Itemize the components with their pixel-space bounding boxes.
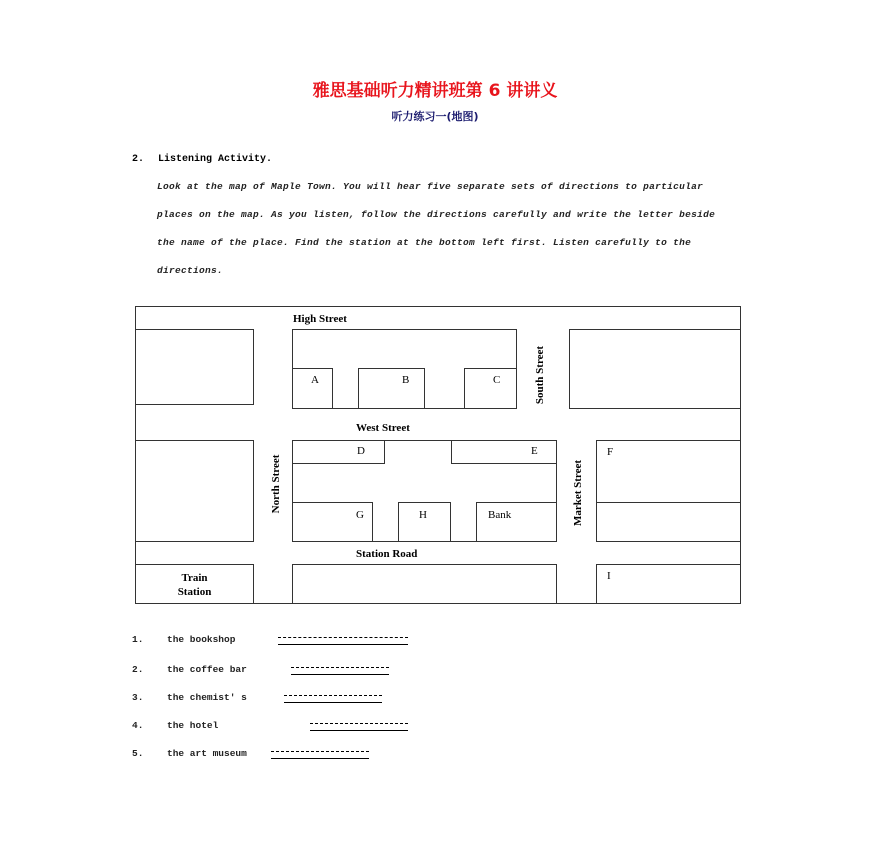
section-number: 2. xyxy=(132,154,145,165)
block xyxy=(569,329,741,409)
answer-blank[interactable] xyxy=(271,751,369,759)
block xyxy=(135,329,254,405)
place-train-station: Train Station xyxy=(135,564,254,604)
page-title: 雅思基础听力精讲班第 6 讲讲义 xyxy=(312,81,558,101)
question-item: 2. the coffee bar xyxy=(132,664,247,675)
section-title: Listening Activity. xyxy=(158,154,273,165)
instruction-line: places on the map. As you listen, follow the directions carefully and write the letter beside xyxy=(157,209,716,220)
place-c: C xyxy=(464,368,517,409)
divider xyxy=(596,502,741,503)
question-item: 4. the hotel xyxy=(132,720,218,731)
answer-blank[interactable] xyxy=(278,637,408,645)
block xyxy=(135,440,254,542)
answer-blank[interactable] xyxy=(284,695,382,703)
instruction-line: directions. xyxy=(157,265,224,276)
answer-blank[interactable] xyxy=(310,723,408,731)
question-item: 3. the chemist' s xyxy=(132,692,247,703)
answer-blank[interactable] xyxy=(291,667,389,675)
place-i: I xyxy=(596,564,741,604)
place-d: D xyxy=(292,440,385,464)
question-item: 1. the bookshop xyxy=(132,634,235,645)
road-high-street: High Street xyxy=(293,313,347,325)
place-f: F xyxy=(596,440,741,542)
section-heading xyxy=(132,154,286,165)
instruction-line: Look at the map of Maple Town. You will hear five separate sets of directions to particular xyxy=(157,181,704,192)
place-h: H xyxy=(398,502,451,542)
road-south-street: South Street xyxy=(534,345,546,405)
place-e: E xyxy=(451,440,557,464)
block xyxy=(292,564,557,604)
place-g: G xyxy=(292,502,373,542)
road-market-street: Market Street xyxy=(572,459,584,527)
instruction-line: the name of the place. Find the station at the bottom left first. Listen carefully to the xyxy=(157,237,692,248)
place-a: A xyxy=(292,368,333,409)
place-bank: Bank xyxy=(476,502,557,542)
question-item: 5. the art museum xyxy=(132,748,247,759)
place-b: B xyxy=(358,368,425,409)
road-station-road: Station Road xyxy=(356,548,418,560)
road-north-street: North Street xyxy=(270,454,282,514)
road-west-street: West Street xyxy=(356,422,410,434)
page-subtitle: 听力练习一(地图) xyxy=(391,110,479,123)
